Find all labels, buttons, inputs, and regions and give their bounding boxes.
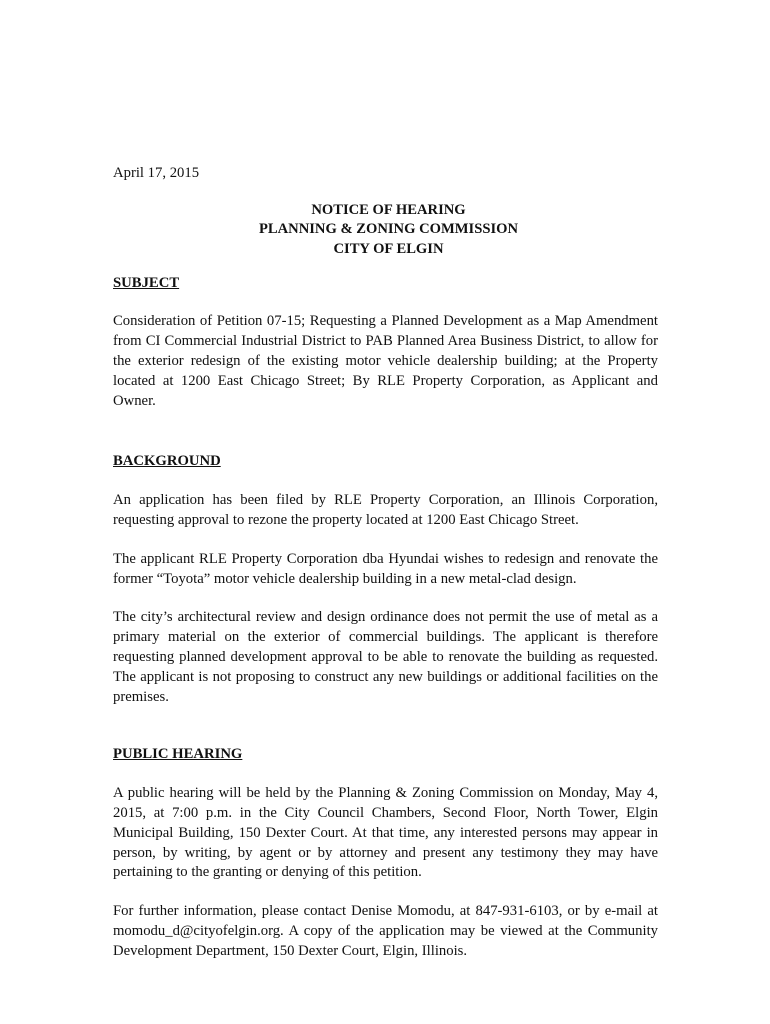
public-hearing-heading: PUBLIC HEARING	[113, 746, 243, 763]
notice-title-block	[113, 201, 658, 260]
public-hearing-paragraph-details: A public hearing will be held by the Planning & Zoning Commission on Monday, May 4, 2015, at 7:00 p.m. in the City Council Chambers, Second Floor, North Tower, Elgin Municipal Building, 150 Dexter Court. At that time, any interested persons may appear in person, by writing, by agent or by attorney and present any testimony they may have pertaining to the granting or denying of this petition.	[113, 785, 658, 881]
background-heading: BACKGROUND	[113, 453, 221, 470]
title-line-city: CITY OF ELGIN	[333, 240, 444, 257]
document-page	[113, 164, 658, 962]
subject-paragraph: Consideration of Petition 07-15; Requesting a Planned Development as a Map Amendment from CI Commercial Industrial District to PAB Planned Area Business District, to allow for the exterior redesign of the existing motor vehicle dealership building; at the Property located at 1200 East Chicago Street; By RLE Property Corporation, as Applicant and Owner.	[113, 313, 658, 409]
public-hearing-paragraph-contact: For further information, please contact Denise Momodu, at 847-931-6103, or by e-mail at momodu_d@cityofelgin.org. A copy of the application may be viewed at the Community Development Department, 150 Dexter Court, Elgin, Illinois.	[113, 903, 658, 959]
background-paragraph-application: An application has been filed by RLE Property Corporation, an Illinois Corporation, requesting approval to rezone the property located at 1200 East Chicago Street.	[113, 492, 658, 528]
background-paragraph-redesign: The applicant RLE Property Corporation dba Hyundai wishes to redesign and renovate the former “Toyota” motor vehicle dealership building in a new metal-clad design.	[113, 550, 658, 587]
title-line-commission: PLANNING & ZONING COMMISSION	[258, 221, 519, 238]
notice-date: April 17, 2015	[113, 165, 200, 181]
background-paragraph-ordinance: The city’s architectural review and design ordinance does not permit the use of metal as a primary material on the exterior of commercial buildings. The applicant is therefore requesting planned development approval to be able to renovate the building as requested. The applicant is not proposing to construct any new buildings or additional facilities on the premises.	[113, 609, 658, 705]
title-line-notice: NOTICE OF HEARING	[311, 201, 466, 218]
subject-heading: SUBJECT	[113, 274, 180, 291]
